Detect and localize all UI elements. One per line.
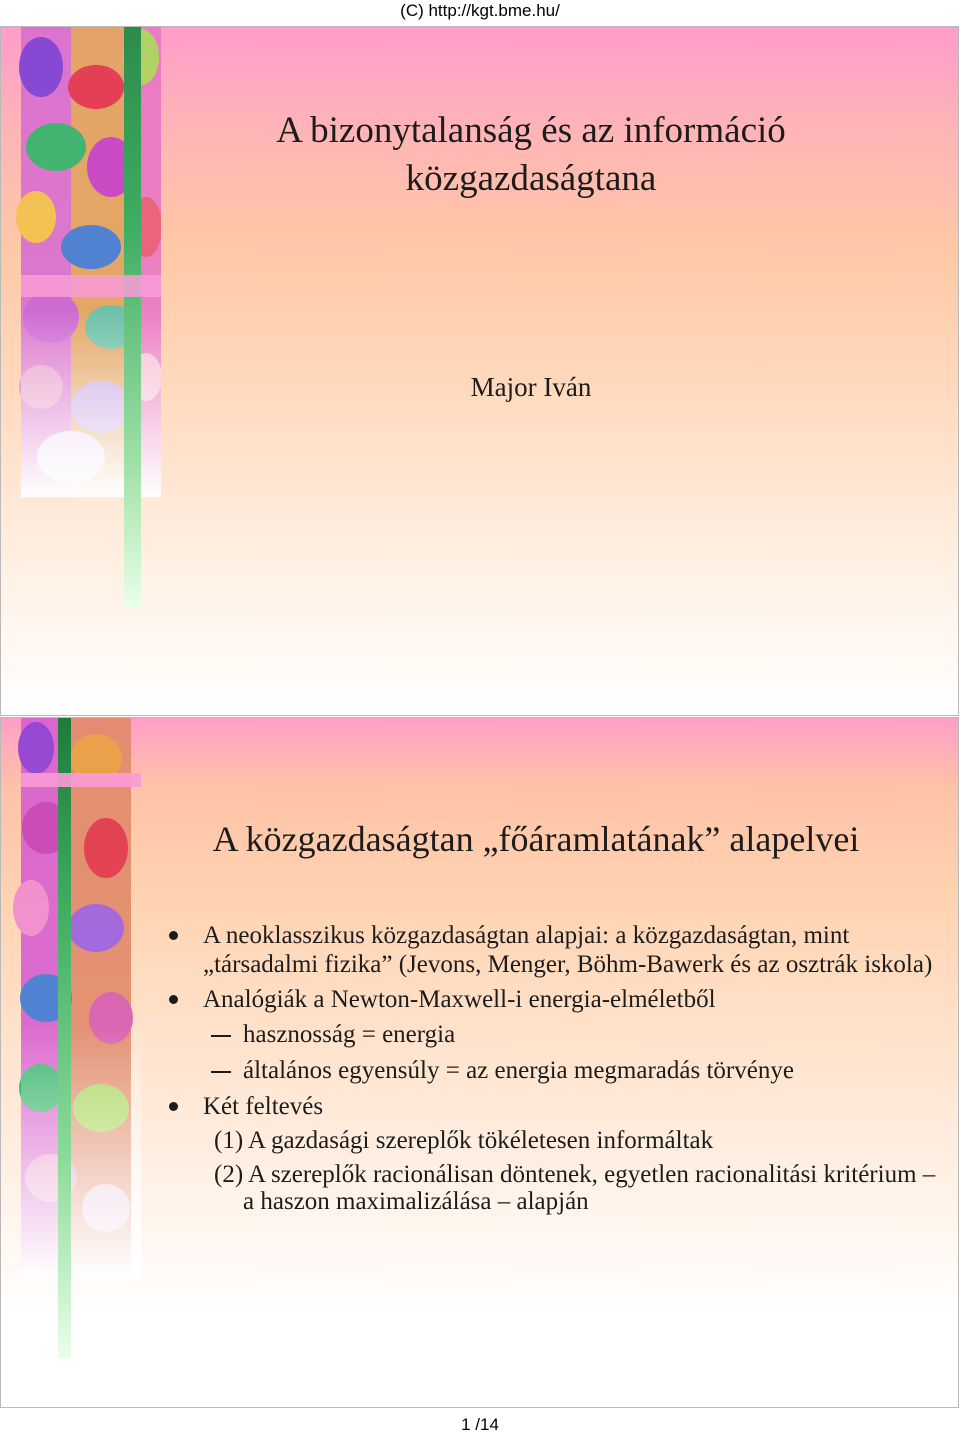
dash-icon	[211, 1071, 231, 1073]
header-url: (C) http://kgt.bme.hu/	[400, 1, 560, 20]
bullet-item	[161, 985, 941, 1014]
bullet-icon	[169, 1102, 178, 1111]
sub-bullet-item	[161, 1056, 941, 1085]
bullet-icon	[169, 995, 178, 1004]
bullet-item	[161, 921, 941, 979]
slide-body	[161, 921, 941, 1222]
bullet-text: Analógiák a Newton-Maxwell-i energia-elméletből	[203, 986, 716, 1013]
bullet-icon	[169, 931, 178, 940]
sub-bullet-text: általános egyensúly = az energia megmaradás törvénye	[243, 1057, 794, 1084]
page-number: 1 /14	[461, 1415, 499, 1434]
slide-1	[0, 26, 959, 716]
presentation-title	[181, 107, 881, 203]
sub-bullet-text: hasznosság = energia	[243, 1021, 456, 1048]
sub-bullet-item	[161, 1020, 941, 1049]
title-line-2: közgazdaságtana	[405, 158, 657, 199]
slide-2	[0, 717, 959, 1408]
slide-title: A közgazdaságtan „főáramlatának” alapelvei	[212, 819, 860, 859]
floral-decoration	[1, 718, 141, 1408]
bullet-text: A neoklasszikus közgazdaságtan alapjai: a közgazdaságtan, mint „társadalmi fizika” (Jevons, Menger, Böhm-Bawerk és az osztrák iskola)	[203, 922, 933, 978]
bullet-text: Két feltevés	[203, 1093, 324, 1120]
assumption-item	[161, 1127, 941, 1154]
author-name: Major Iván	[470, 372, 592, 402]
floral-decoration	[1, 27, 161, 716]
dash-icon	[211, 1035, 231, 1037]
bullet-item	[161, 1092, 941, 1121]
assumption-text: (2) A szereplők racionálisan döntenek, egyetlen racionalitási kritérium – a haszon maximalizálása – alapján	[214, 1161, 936, 1215]
assumption-text: (1) A gazdasági szereplők tökéletesen informáltak	[214, 1127, 714, 1154]
assumption-item	[161, 1161, 941, 1215]
title-line-1: A bizonytalanság és az információ	[276, 110, 786, 151]
